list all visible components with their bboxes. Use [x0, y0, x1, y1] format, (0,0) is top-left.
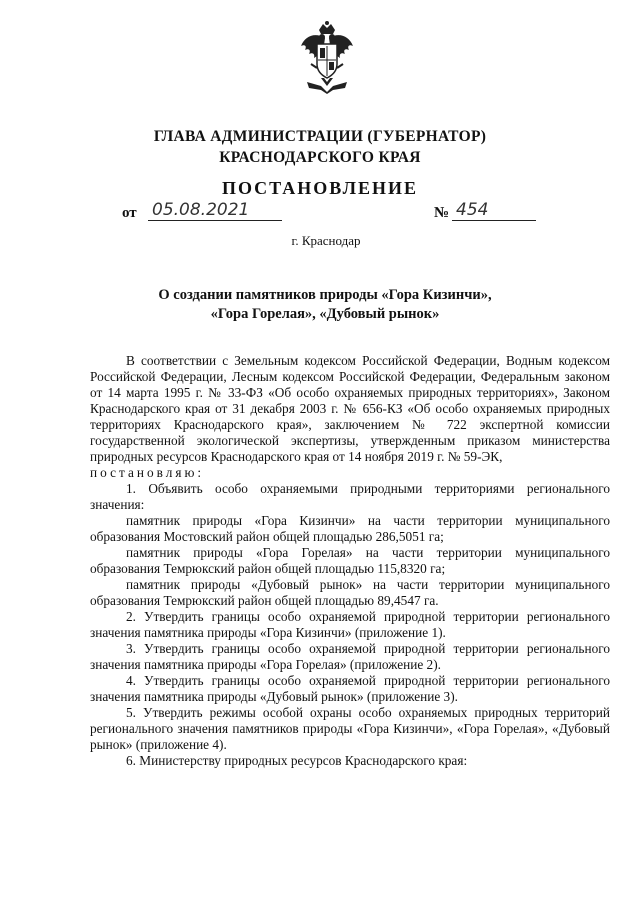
clause-1: 1. Объявить особо охраняемыми природными территориями регионального значения: — [90, 481, 610, 512]
issuer-title-line1: ГЛАВА АДМИНИСТРАЦИИ (ГУБЕРНАТОР) — [153, 128, 487, 145]
city-name: г. Краснодар — [291, 233, 361, 248]
clause-4: 4. Утвердить границы особо охраняемой природной территории регионального значения памятника природы «Дубовый рынок» (приложение 3). — [90, 673, 610, 704]
clause-1-item-1: памятник природы «Гора Кизинчи» на части территории муниципального образования Мостовский район общей площадью 286,5051 га; — [90, 513, 610, 544]
number-label: № — [434, 205, 450, 221]
document-body — [90, 353, 610, 769]
clause-3: 3. Утвердить границы особо охраняемой природной территории регионального значения памятника природы «Гора Горелая» (приложение 2). — [90, 641, 610, 672]
document-type: ПОСТАНОВЛЕНИЕ — [221, 178, 419, 198]
clause-6: 6. Министерству природных ресурсов Краснодарского края: — [126, 753, 468, 768]
clause-2: 2. Утвердить границы особо охраняемой природной территории регионального значения памятника природы «Гора Кизинчи» (приложение 1). — [90, 609, 610, 640]
handwritten-date: 05.08.2021 — [148, 200, 282, 221]
document-title-line2: «Гора Горелая», «Дубовый рынок» — [210, 306, 440, 322]
decree-word: постановляю: — [90, 465, 205, 480]
handwritten-number: 454 — [452, 200, 536, 221]
preamble-paragraph: В соответствии с Земельным кодексом Российской Федерации, Водным кодексом Российской Федерации, Лесным кодексом Российской Федерации, Федеральным законом от 14 марта 1995 г. № 33-ФЗ «Об особо охраняемых природных территориях», Законом Краснодарского края от 31 декабря 2003 г. № 656-КЗ «Об особо охраняемых природных территориях Краснодарского края», заключением № 722 экспертной комиссии государственной экологической экспертизы, утвержденным приказом министерства природных ресурсов Краснодарского края от 14 ноября 2019 г. № 59-ЭК, — [90, 353, 610, 464]
document-title-line1: О создании памятников природы «Гора Кизинчи», — [158, 287, 492, 303]
clause-1-item-3: памятник природы «Дубовый рынок» на части территории муниципального образования Темрюкский район общей площадью 89,4547 га. — [90, 577, 610, 608]
clause-5: 5. Утвердить режимы особой охраны особо охраняемых природных территорий регионального значения памятников природы «Гора Кизинчи», «Гора Горелая», «Дубовый рынок» (приложение 4). — [90, 705, 610, 752]
coat-of-arms-icon — [297, 20, 357, 94]
clause-1-item-2: памятник природы «Гора Горелая» на части территории муниципального образования Темрюкский район общей площадью 115,8320 га; — [90, 545, 610, 576]
date-label: от — [122, 205, 137, 221]
decree-word-line — [90, 465, 610, 481]
issuer-title-line2: КРАСНОДАРСКОГО КРАЯ — [219, 149, 421, 166]
